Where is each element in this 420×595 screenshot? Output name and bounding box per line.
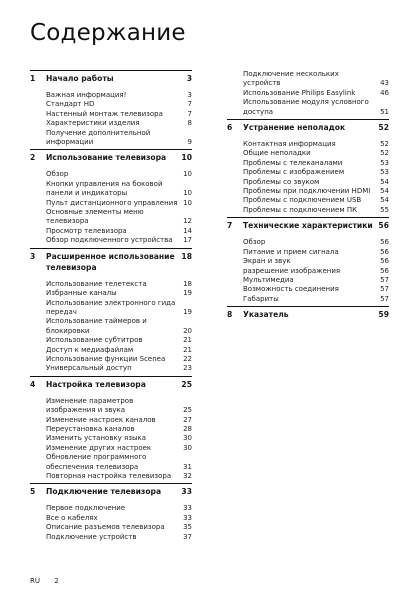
toc-entry[interactable] (46, 355, 192, 364)
toc-continuation-list (227, 70, 389, 119)
toc-entry[interactable] (243, 70, 389, 89)
toc-entry[interactable] (46, 208, 192, 227)
toc-entry-title: Питание и прием сигнала (243, 247, 339, 256)
toc-entry-title: Обзор (243, 238, 266, 247)
toc-entry-page: 33 (183, 504, 192, 513)
toc-entry-page: 7 (187, 100, 192, 109)
toc-entry[interactable] (243, 238, 389, 247)
toc-section-number: 6 (227, 123, 233, 133)
toc-entry[interactable] (243, 168, 389, 177)
toc-entry-page: 43 (380, 79, 389, 88)
toc-entry-title: Изменение настроек каналов (46, 415, 156, 424)
toc-entry-page: 19 (183, 289, 192, 298)
toc-entry-page: 7 (187, 109, 192, 118)
toc-section-items (227, 136, 389, 217)
toc-entry-title: Стандарт HD (46, 100, 95, 109)
toc-entry-page: 18 (183, 279, 192, 288)
toc-entry-page: 30 (183, 434, 192, 443)
toc-entry[interactable] (243, 178, 389, 187)
toc-section-title: Указатель (243, 310, 289, 320)
toc-entry-page: 55 (380, 205, 389, 214)
toc-entry-title: Изменение параметров изображения и звука (46, 396, 134, 415)
toc-entry[interactable] (243, 196, 389, 205)
toc-entry[interactable] (243, 206, 389, 215)
toc-entry[interactable] (46, 199, 192, 208)
toc-entry[interactable] (243, 285, 389, 294)
toc-entry-page: 8 (187, 119, 192, 128)
toc-section-title: Технические характеристики (243, 221, 373, 231)
toc-section-items (30, 276, 192, 376)
toc-section-page: 56 (378, 221, 389, 231)
toc-section-title: Начало работы (46, 74, 114, 83)
toc-section-items (30, 166, 192, 247)
toc-entry-title: Использование функции Scenea (46, 354, 166, 363)
toc-entry[interactable] (46, 514, 192, 523)
toc-entry-page: 21 (183, 345, 192, 354)
toc-entry[interactable] (46, 533, 192, 542)
toc-entry-page: 56 (380, 247, 389, 256)
toc-entry[interactable] (46, 472, 192, 481)
toc-entry-page: 22 (183, 354, 192, 363)
toc-section-heading[interactable] (30, 376, 192, 393)
toc-entry[interactable] (243, 248, 389, 257)
toc-entry[interactable] (243, 257, 389, 266)
toc-entry[interactable] (243, 149, 389, 158)
toc-entry-title: разрешение изображения (243, 266, 341, 275)
toc-entry[interactable] (46, 425, 192, 434)
toc-entry-title: Обновление программного обеспечения телевизора (46, 453, 147, 471)
toc-entry-title: Все о кабелях (46, 513, 98, 522)
toc-section-items (30, 87, 192, 149)
toc-entry-title: Проблемы со звуком (243, 177, 320, 186)
toc-entry[interactable] (46, 444, 192, 453)
toc-section-items (227, 234, 389, 306)
toc-section-title: Настройка телевизора (46, 379, 146, 389)
toc-entry-title: Контактная информация (243, 140, 336, 149)
toc-entry-page: 30 (183, 443, 192, 452)
toc-section-heading[interactable] (30, 483, 192, 500)
toc-entry[interactable] (243, 295, 389, 304)
toc-entry-title: Повторная настройка телевизора (46, 472, 172, 480)
toc-entry-page: 57 (380, 275, 389, 284)
toc-entry-title: Пульт дистанционного управления (46, 198, 178, 207)
toc-section-number: 8 (227, 310, 233, 320)
toc-entry-title: Проблемы при подключении HDMI (243, 187, 371, 196)
toc-entry-page: 10 (183, 198, 192, 207)
toc-entry-title: Характеристики изделия (46, 119, 140, 128)
toc-entry-title: Настенный монтаж телевизора (46, 109, 163, 118)
toc-entry-page: 54 (380, 187, 389, 196)
toc-entry-page: 32 (183, 472, 192, 480)
toc-entry[interactable] (243, 98, 389, 117)
footer-page-number: 2 (54, 577, 59, 585)
toc-entry-page: 57 (380, 294, 389, 303)
toc-section-number: 5 (30, 487, 36, 497)
footer-language: RU (30, 577, 40, 585)
toc-entry-title: Описание разъемов телевизора (46, 523, 165, 532)
toc-entry[interactable] (46, 280, 192, 289)
toc-section-heading[interactable] (227, 217, 389, 234)
toc-section-number: 4 (30, 379, 36, 389)
toc-entry-page: 27 (183, 415, 192, 424)
toc-left-column (30, 70, 192, 544)
toc-entry[interactable] (46, 397, 192, 416)
toc-entry-title: Просмотр телевизора (46, 226, 127, 235)
toc-entry-page: 37 (183, 532, 192, 541)
toc-entry-page: 31 (183, 462, 192, 471)
toc-entry[interactable] (46, 453, 192, 472)
toc-entry-title: Изменить установку языка (46, 434, 147, 443)
page-title: Содержание (30, 20, 186, 46)
toc-entry[interactable] (243, 267, 389, 276)
toc-entry-title: Использование Philips Easylink (243, 88, 356, 97)
page-footer (30, 577, 71, 585)
toc-entry[interactable] (46, 317, 192, 336)
toc-entry-page: 57 (380, 285, 389, 294)
toc-section-page: 52 (378, 123, 389, 133)
toc-section-heading[interactable] (30, 149, 192, 166)
toc-entry-title: Использование субтитров (46, 336, 143, 345)
toc-section-items (30, 500, 192, 544)
toc-entry-page: 51 (380, 107, 389, 116)
toc-entry[interactable] (46, 336, 192, 345)
toc-entry-page: 23 (183, 364, 192, 373)
toc-entry-page: 21 (183, 336, 192, 345)
toc-entry-page: 52 (380, 149, 389, 158)
toc-entry[interactable] (46, 299, 192, 318)
toc-entry[interactable] (46, 129, 192, 148)
toc-entry[interactable] (46, 236, 192, 245)
toc-entry-title: Изменение других настроек (46, 443, 152, 452)
toc-entry-title: Получение дополнительной информации (46, 128, 151, 147)
toc-entry[interactable] (243, 159, 389, 168)
toc-section-title: Использование телевизора (46, 153, 167, 163)
toc-section-number: 1 (30, 74, 36, 83)
toc-entry-page: 9 (187, 138, 192, 147)
toc-entry-title: Использование таймеров и блокировки (46, 317, 147, 335)
toc-entry-page: 35 (183, 523, 192, 532)
toc-entry-page: 54 (380, 177, 389, 186)
toc-entry-title: Использование электронного гида передач (46, 298, 176, 316)
toc-entry-title: Проблемы с подключением USB (243, 196, 362, 205)
toc-section-items (30, 393, 192, 484)
toc-section-page: 18 (181, 251, 192, 261)
toc-entry[interactable] (46, 523, 192, 532)
toc-entry-page: 17 (183, 236, 192, 245)
toc-entry[interactable] (46, 180, 192, 199)
toc-entry-page: 12 (183, 217, 192, 226)
toc-entry[interactable] (46, 416, 192, 425)
toc-entry-page: 53 (380, 168, 389, 177)
toc-entry-title: Доступ к медиафайлам (46, 345, 134, 354)
toc-entry-page: 56 (380, 266, 389, 275)
toc-section-page: 33 (181, 487, 192, 497)
toc-entry[interactable] (243, 276, 389, 285)
toc-entry-title: Переустановка каналов (46, 424, 135, 433)
toc-entry-title: Общие неполадки (243, 149, 311, 158)
toc-right-column (227, 70, 389, 323)
toc-section-number: 2 (30, 153, 36, 163)
toc-entry-title: Обзор (46, 170, 69, 179)
toc-entry[interactable] (243, 187, 389, 196)
toc-entry[interactable] (46, 434, 192, 443)
toc-entry-title: Подключение устройств (46, 532, 137, 541)
toc-entry-page: 46 (380, 88, 389, 97)
toc-entry-page: 10 (183, 189, 192, 198)
toc-entry-title: Возможность соединения (243, 285, 339, 294)
toc-entry-page: 56 (380, 257, 389, 266)
toc-entry-page: 53 (380, 158, 389, 167)
toc-entry-title: Подключение нескольких устройств (243, 70, 339, 88)
toc-entry-title: Кнопки управления на боковой панели и индикаторы (46, 179, 163, 198)
toc-entry-page: 14 (183, 226, 192, 235)
toc-entry-title: Габариты (243, 294, 279, 303)
toc-entry[interactable] (46, 504, 192, 513)
toc-section-page: 25 (181, 379, 192, 389)
toc-entry[interactable] (46, 346, 192, 355)
toc-entry-page: 10 (183, 170, 192, 179)
toc-entry-page: 20 (183, 326, 192, 335)
toc-entry-title: Первое подключение (46, 504, 126, 513)
toc-entry[interactable] (46, 119, 192, 128)
toc-section-number: 7 (227, 221, 233, 231)
toc-section-title: Подключение телевизора (46, 487, 162, 497)
toc-entry-page: 56 (380, 238, 389, 247)
toc-entry-title: Избранные каналы (46, 289, 117, 298)
toc-entry[interactable] (46, 289, 192, 298)
toc-entry[interactable] (46, 227, 192, 236)
toc-entry-title: Экран и звук (243, 257, 291, 266)
toc-entry-page: 54 (380, 196, 389, 205)
toc-entry-title: Обзор подключенного устройства (46, 236, 173, 245)
toc-entry-title: Мультимедиа (243, 275, 294, 284)
toc-entry-page: 3 (187, 91, 192, 99)
toc-section-heading[interactable] (30, 248, 192, 276)
toc-section-title: Устранение неполадок (243, 123, 346, 133)
toc-entry-page: 25 (183, 406, 192, 415)
toc-entry-title: Проблемы с подключением ПК (243, 205, 358, 214)
toc-section-page: 3 (186, 74, 192, 83)
toc-entry-page: 52 (380, 140, 389, 149)
toc-entry[interactable] (46, 110, 192, 119)
toc-section-page: 10 (181, 153, 192, 163)
toc-entry-title: Проблемы с телеканалами (243, 158, 343, 167)
toc-entry-title: Использование телетекста (46, 279, 147, 288)
toc-entry-title: Основные элементы меню телевизора (46, 208, 144, 226)
toc-section-heading[interactable] (227, 119, 389, 136)
toc-entry-title: Проблемы с изображением (243, 168, 345, 177)
toc-section-heading[interactable] (227, 306, 389, 323)
toc-entry[interactable] (46, 364, 192, 373)
toc-entry-title: Важная информация! (46, 91, 127, 99)
toc-section-title: Расширенное использование телевизора (46, 251, 175, 272)
toc-entry[interactable] (46, 100, 192, 109)
toc-entry-page: 28 (183, 424, 192, 433)
toc-entry[interactable] (46, 170, 192, 179)
toc-entry[interactable] (243, 140, 389, 149)
toc-section-number: 3 (30, 251, 36, 261)
toc-entry-title: Универсальный доступ (46, 364, 132, 373)
toc-entry[interactable] (46, 91, 192, 100)
toc-entry-page: 33 (183, 513, 192, 522)
toc-entry-page: 19 (183, 307, 192, 316)
toc-section-heading[interactable] (30, 70, 192, 87)
toc-section-page: 59 (378, 310, 389, 320)
toc-entry[interactable] (243, 89, 389, 98)
toc-entry-title: Использование модуля условного доступа (243, 98, 369, 116)
